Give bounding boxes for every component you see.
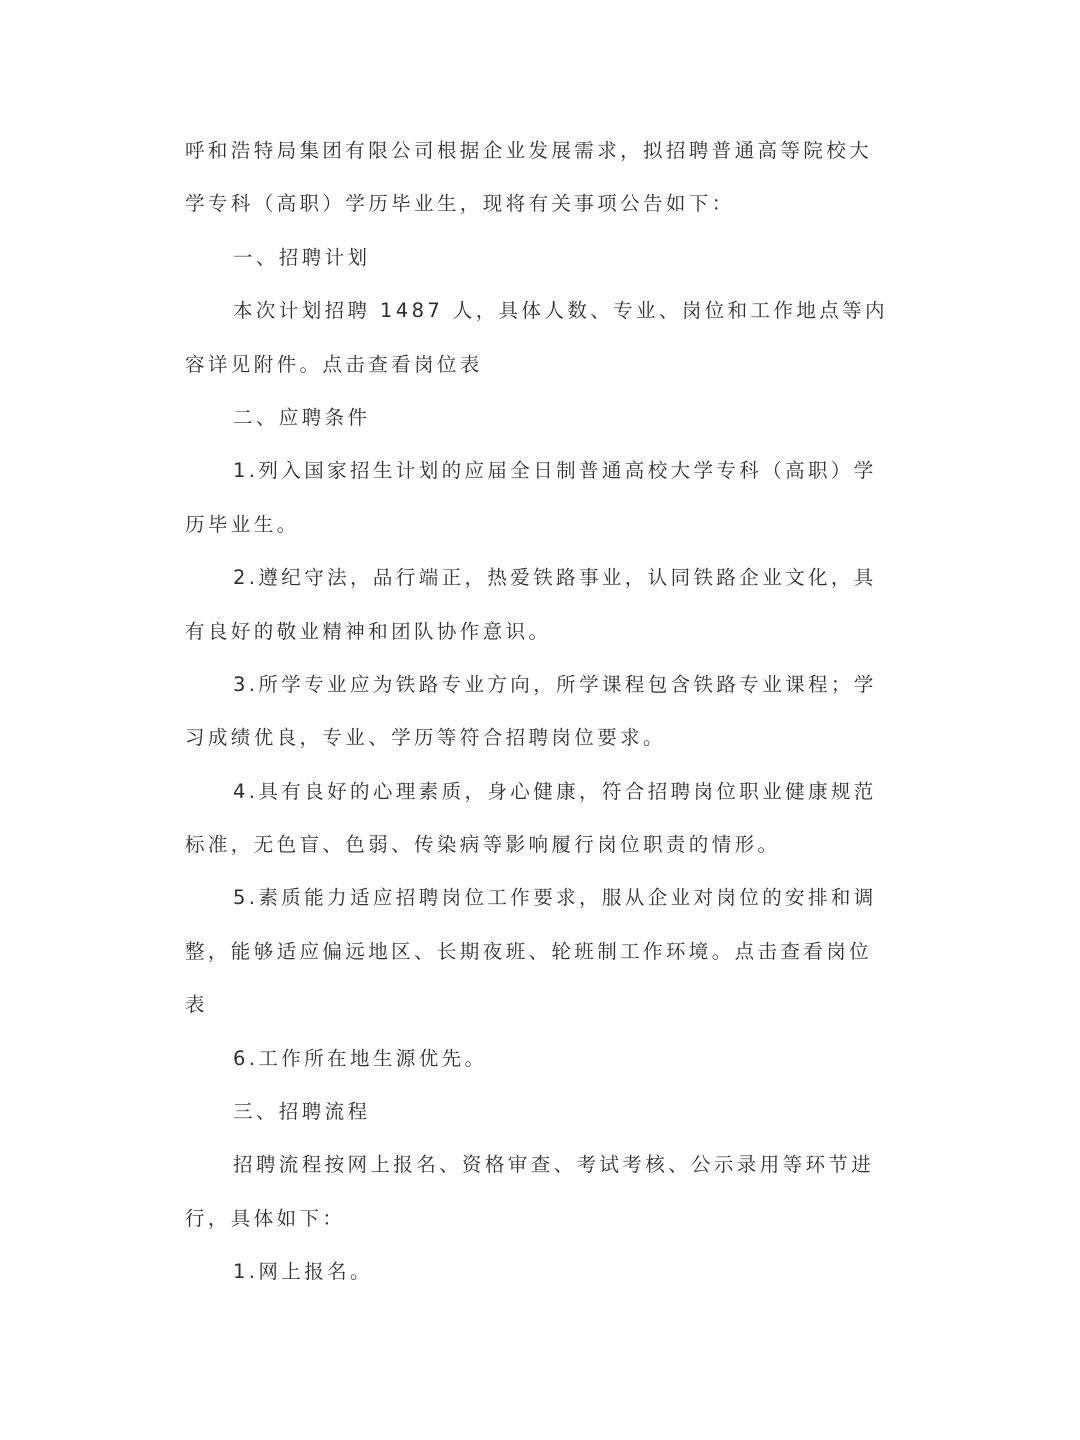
condition-3-line-1: 3.所学专业应为铁路专业方向，所学课程包含铁路专业课程；学 — [233, 672, 877, 696]
condition-1-line-1: 1.列入国家招生计划的应届全日制普通高校大学专科（高职）学 — [233, 459, 877, 483]
condition-2-line-2: 有良好的敬业精神和团队协作意识。 — [185, 619, 552, 643]
condition-1-line-2: 历毕业生。 — [185, 512, 300, 536]
plan-paragraph-line-2: 容详见附件。点击查看岗位表 — [185, 352, 483, 376]
condition-5-line-2: 整，能够适应偏远地区、长期夜班、轮班制工作环境。点击查看岗位 — [185, 939, 873, 963]
condition-3-line-2: 习成绩优良，专业、学历等符合招聘岗位要求。 — [185, 726, 666, 750]
section-heading-recruitment-plan: 一、招聘计划 — [233, 245, 371, 269]
condition-5-line-1: 5.素质能力适应招聘岗位工作要求，服从企业对岗位的安排和调 — [233, 886, 877, 910]
condition-4-line-1: 4.具有良好的心理素质，身心健康，符合招聘岗位职业健康规范 — [233, 779, 877, 803]
condition-6-line-1: 6.工作所在地生源优先。 — [233, 1046, 488, 1070]
condition-2-line-1: 2.遵纪守法，品行端正，热爱铁路事业，认同铁路企业文化，具 — [233, 566, 877, 590]
process-paragraph-line-2: 行，具体如下： — [185, 1206, 346, 1230]
condition-5-line-3: 表 — [185, 993, 208, 1017]
process-step-1: 1.网上报名。 — [233, 1260, 373, 1284]
process-paragraph-line-1: 招聘流程按网上报名、资格审查、考试考核、公示录用等环节进 — [233, 1153, 875, 1177]
intro-line-1: 呼和浩特局集团有限公司根据企业发展需求，拟招聘普通高等院校大 — [185, 139, 873, 162]
condition-4-line-2: 标准，无色盲、色弱、传染病等影响履行岗位职责的情形。 — [185, 833, 781, 857]
section-heading-process: 三、招聘流程 — [233, 1100, 371, 1124]
plan-paragraph-line-1: 本次计划招聘 1487 人，具体人数、专业、岗位和工作地点等内 — [233, 299, 888, 323]
intro-line-2: 学专科（高职）学历毕业生，现将有关事项公告如下： — [185, 192, 735, 216]
document-body — [185, 124, 897, 1299]
section-heading-conditions: 二、应聘条件 — [233, 405, 371, 429]
